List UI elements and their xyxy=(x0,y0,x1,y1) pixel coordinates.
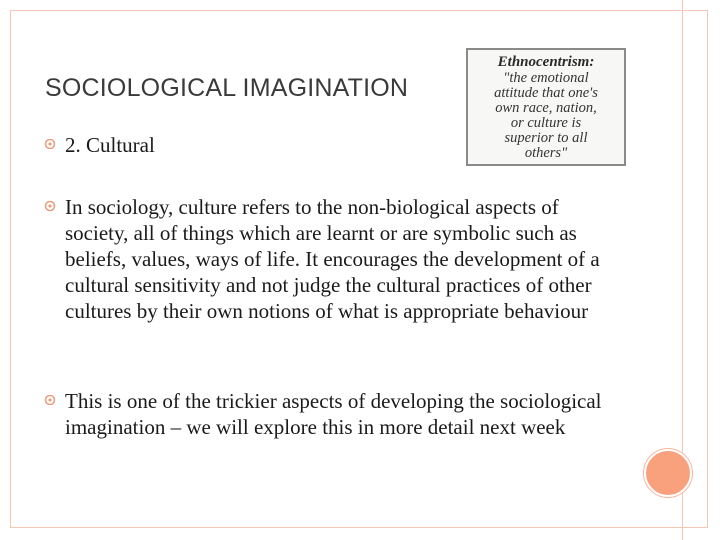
slide-title: SOCIOLOGICAL IMAGINATION xyxy=(45,74,409,102)
bullet-text: This is one of the trickier aspects of developing the sociological imagination – we will explore this in more detail next week xyxy=(65,389,602,439)
bullet-mark-icon xyxy=(44,200,56,212)
decorative-circle xyxy=(644,449,692,497)
inset-quote-line: own race, nation, xyxy=(495,100,597,116)
inset-quote-line: attitude that one's xyxy=(494,85,598,101)
bullet-mark-icon xyxy=(44,394,56,406)
inset-quote-line: others" xyxy=(524,145,568,161)
inset-heading: Ethnocentrism: xyxy=(497,54,595,70)
bullet-mark-icon xyxy=(44,138,56,150)
inset-quote-line: or culture is xyxy=(510,115,582,131)
inset-quote-line: superior to all xyxy=(504,130,588,146)
inset-quote-line: "the emotional xyxy=(503,70,589,86)
bullet-text: 2. Cultural xyxy=(65,133,155,157)
bullet-text: In sociology, culture refers to the non-biological aspects of society, all of things which are learnt or are symbolic such as beliefs, values, ways of life. It encourages the development of a cultural sensitivity and not judge the cultural practices of other cultures by their own notions of what is appropriate behaviour xyxy=(65,195,600,323)
